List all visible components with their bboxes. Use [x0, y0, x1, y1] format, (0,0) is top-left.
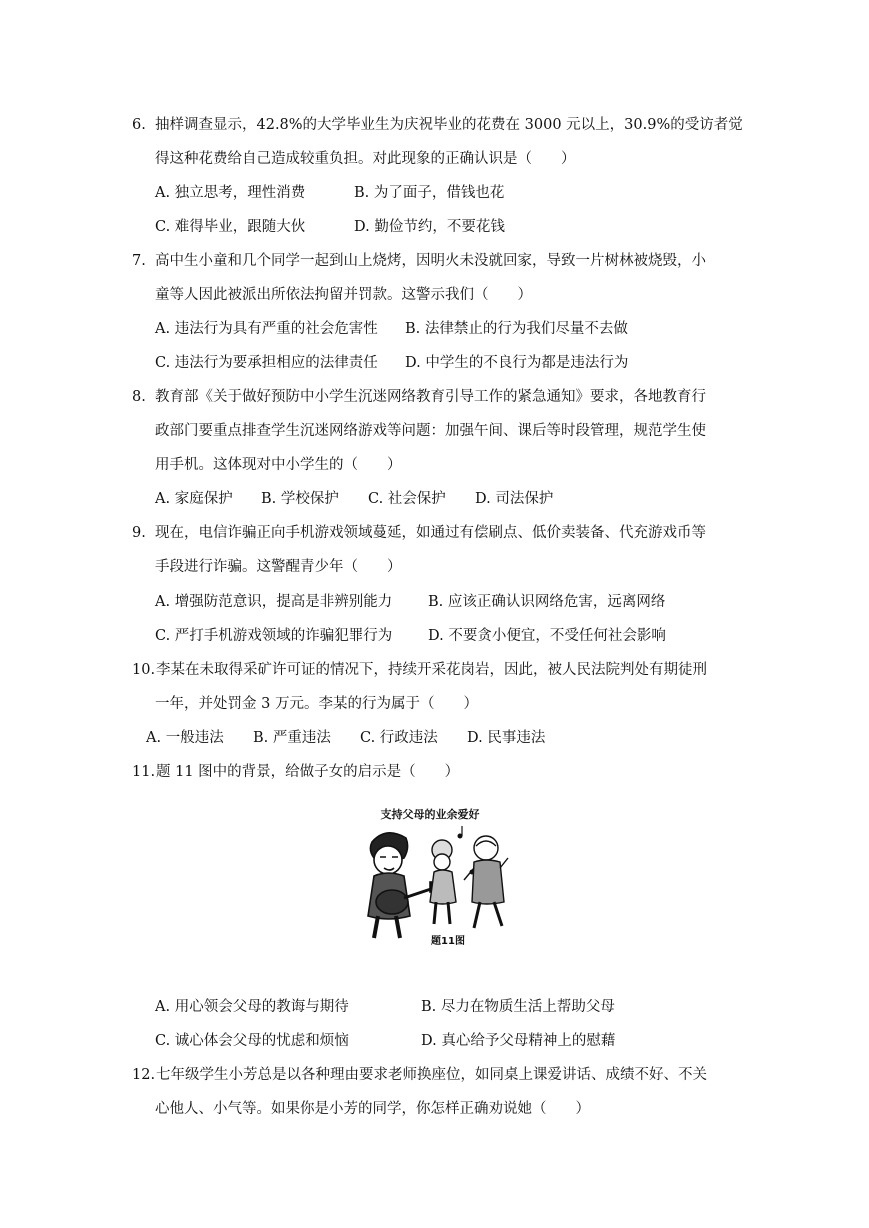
- question-stem-line: 题 11 图中的背景，给做子女的启示是（ ）: [156, 764, 460, 780]
- option-c: C. 社会保护: [368, 491, 446, 507]
- option-b: B. 应该正确认识网络危害，远离网络: [428, 594, 666, 610]
- option-c: C. 诚心体会父母的忧虑和烦恼: [155, 1033, 349, 1049]
- question-number: 11.: [132, 764, 156, 780]
- question-number: 9.: [132, 525, 146, 541]
- question-number: 10.: [132, 662, 156, 678]
- question-stem-line: 得这种花费给自己造成较重负担。对此现象的正确认识是（ ）: [155, 151, 576, 167]
- question-stem-line: 现在，电信诈骗正向手机游戏领域蔓延，如通过有偿刷点、低价卖装备、代充游戏币等: [155, 525, 706, 541]
- figure-11-cartoon: [330, 802, 530, 950]
- option-a: A. 独立思考，理性消费: [155, 185, 306, 201]
- option-b: B. 尽力在物质生活上帮助父母: [421, 999, 615, 1015]
- question-number: 8.: [132, 389, 146, 405]
- question-stem-line: 一年，并处罚金 3 万元。李某的行为属于（ ）: [155, 696, 478, 712]
- option-d: D. 勤俭节约，不要花钱: [354, 219, 505, 235]
- option-d: D. 真心给予父母精神上的慰藉: [421, 1033, 616, 1049]
- question-stem-line: 政部门要重点排查学生沉迷网络游戏等问题：加强午间、课后等时段管理，规范学生使: [155, 423, 706, 439]
- question-stem-line: 高中生小童和几个同学一起到山上烧烤，因明火未没就回家，导致一片树林被烧毁，小: [155, 253, 706, 269]
- question-number: 6.: [132, 117, 146, 133]
- mother-figure: [430, 840, 456, 924]
- option-d: D. 民事违法: [467, 730, 546, 746]
- question-stem-line: 教育部《关于做好预防中小学生沉迷网络教育引导工作的紧急通知》要求，各地教育行: [155, 389, 706, 405]
- question-stem-line: 心他人、小气等。如果你是小芳的同学，你怎样正确劝说她（ ）: [155, 1101, 590, 1117]
- question-stem-line: 手段进行诈骗。这警醒青少年（ ）: [155, 559, 402, 575]
- question-stem-line: 童等人因此被派出所依法拘留并罚款。这警示我们（ ）: [155, 287, 532, 303]
- option-d: D. 司法保护: [475, 491, 554, 507]
- question-stem-line: 七年级学生小芳总是以各种理由要求老师换座位，如同桌上课爱讲话、成绩不好、不关: [156, 1067, 707, 1083]
- option-a: A. 增强防范意识，提高是非辨别能力: [155, 594, 393, 610]
- option-c: C. 严打手机游戏领域的诈骗犯罪行为: [155, 628, 393, 644]
- option-a: A. 一般违法: [146, 730, 224, 746]
- option-b: B. 法律禁止的行为我们尽量不去做: [405, 321, 628, 337]
- option-b: B. 严重违法: [253, 730, 331, 746]
- option-c: C. 违法行为要承担相应的法律责任: [155, 355, 378, 371]
- option-b: B. 学校保护: [261, 491, 339, 507]
- option-a: A. 违法行为具有严重的社会危害性: [155, 321, 378, 337]
- option-c: C. 行政违法: [360, 730, 438, 746]
- figure-caption-bottom: 题11图: [431, 936, 465, 947]
- figure-caption-top: 支持父母的业余爱好: [380, 808, 480, 821]
- question-number: 7.: [132, 253, 146, 269]
- option-c: C. 难得毕业，跟随大伙: [155, 219, 306, 235]
- question-stem-line: 李某在未取得采矿许可证的情况下，持续开采花岗岩，因此，被人民法院判处有期徒刑: [156, 662, 707, 678]
- option-b: B. 为了面子，借钱也花: [354, 185, 505, 201]
- option-a: A. 用心领会父母的教诲与期待: [155, 999, 349, 1015]
- father-figure: [464, 836, 508, 928]
- option-d: D. 不要贪小便宜，不受任何社会影响: [428, 628, 666, 644]
- question-stem-line: 用手机。这体现对中小学生的（ ）: [155, 457, 402, 473]
- question-number: 12.: [132, 1067, 156, 1083]
- option-a: A. 家庭保护: [155, 491, 233, 507]
- cartoon-illustration: [330, 802, 530, 950]
- option-d: D. 中学生的不良行为都是违法行为: [405, 355, 629, 371]
- question-stem-line: 抽样调查显示，42.8%的大学毕业生为庆祝毕业的花费在 3000 元以上，30.9%的受访者觉: [155, 117, 743, 133]
